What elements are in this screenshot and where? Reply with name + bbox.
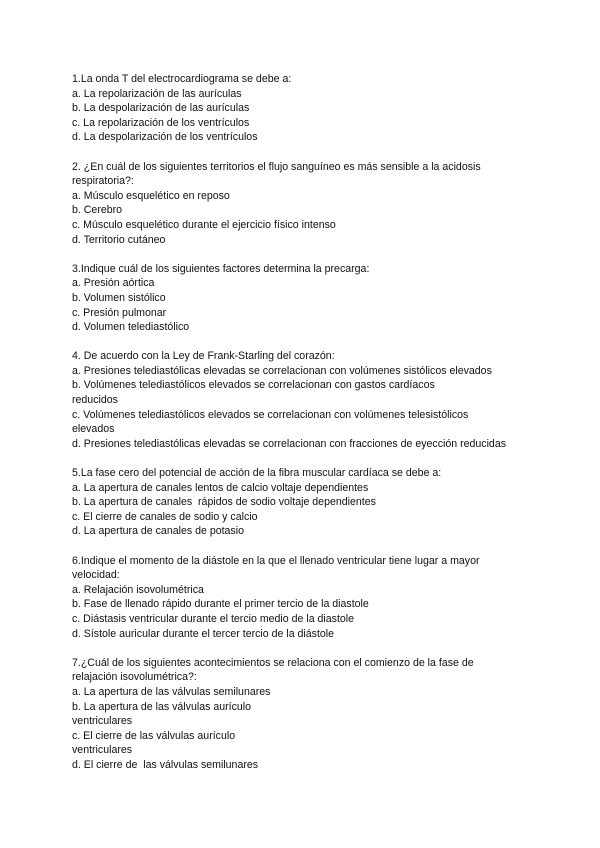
question-5-option-d: d. La apertura de canales de potasio [72,525,244,538]
question-4-option-d: d. Presiones telediastólicas elevadas se correlacionan con fracciones de eyección reducidas [72,437,507,450]
question-7-option-a: a. La apertura de las válvulas semilunares [72,685,271,698]
question-1 [72,72,542,145]
question-4-option-a: a. Presiones telediastólicas elevadas se correlacionan con volúmenes sistólicos elevados [72,364,492,377]
question-4-option-c-cont: elevados [72,423,115,436]
question-3-option-c: c. Presión pulmonar [72,306,167,319]
question-3-option-a: a. Presión aórtica [72,277,155,290]
question-6 [72,554,542,642]
question-2-option-a: a. Músculo esquelético en reposo [72,189,230,202]
question-5 [72,466,542,539]
question-4-prompt: 4. De acuerdo con la Ley de Frank-Starling del corazón: [72,350,335,363]
question-2-prompt: 2. ¿En cuál de los siguientes territorios el flujo sanguíneo es más sensible a la acidosis [72,160,481,173]
question-7 [72,656,542,773]
question-5-prompt: 5.La fase cero del potencial de acción de la fibra muscular cardíaca se debe a: [72,467,442,480]
question-1-option-b: b. La despolarización de las aurículas [72,102,250,115]
question-3 [72,262,542,335]
question-3-prompt: 3.Indique cuál de los siguientes factores determina la precarga: [72,262,370,275]
question-7-prompt: 7.¿Cuál de los siguientes acontecimientos se relaciona con el comienzo de la fase de [72,656,474,669]
question-1-option-c: c. La repolarización de los ventrículos [72,116,250,129]
question-6-option-d: d. Sístole auricular durante el tercer tercio de la diástole [72,627,335,640]
question-2 [72,160,542,248]
question-5-option-b: b. La apertura de canales rápidos de sodio voltaje dependientes [72,496,376,509]
question-5-option-a: a. La apertura de canales lentos de calcio voltaje dependientes [72,481,369,494]
question-3-option-b: b. Volumen sistólico [72,291,166,304]
question-2-option-d: d. Territorio cutáneo [72,233,166,246]
question-4 [72,349,542,451]
question-2-prompt-cont: respiratoria?: [72,175,134,188]
question-5-option-c: c. El cierre de canales de sodio y calcio [72,510,258,523]
question-4-option-c: c. Volúmenes telediastólicos elevados se correlacionan con volúmenes telesistólicos [72,408,469,421]
question-1-option-a: a. La repolarización de las aurículas [72,87,242,100]
question-4-option-b: b. Volúmenes telediastólicos elevados se correlacionan con gastos cardíacos [72,379,435,392]
question-7-option-b: b. La apertura de las válvulas aurículo [72,700,252,713]
question-7-option-b-cont: ventriculares [72,715,133,728]
question-7-option-d: d. El cierre de las válvulas semilunares [72,758,259,771]
question-6-option-a: a. Relajación isovolumétrica [72,583,204,596]
question-3-option-d: d. Volumen telediastólico [72,321,190,334]
question-2-option-c: c. Músculo esquelético durante el ejercicio físico intenso [72,218,336,231]
question-7-option-c-cont: ventriculares [72,744,133,757]
question-6-prompt-cont: velocidad: [72,569,120,582]
question-list [72,72,542,787]
question-6-prompt: 6.Indique el momento de la diástole en la que el llenado ventricular tiene lugar a mayor [72,554,480,567]
question-4-option-b-cont: reducidos [72,394,118,407]
question-6-option-c: c. Diástasis ventricular durante el tercio medio de la diastole [72,612,355,625]
question-2-option-b: b. Cerebro [72,204,123,217]
question-1-prompt: 1.La onda T del electrocardiograma se debe a: [72,73,292,85]
question-7-option-c: c. El cierre de las válvulas aurículo [72,729,236,742]
question-1-option-d: d. La despolarización de los ventrículos [72,131,258,144]
question-7-prompt-cont: relajación isovolumétrica?: [72,671,197,684]
question-6-option-b: b. Fase de llenado rápido durante el primer tercio de la diastole [72,598,369,611]
